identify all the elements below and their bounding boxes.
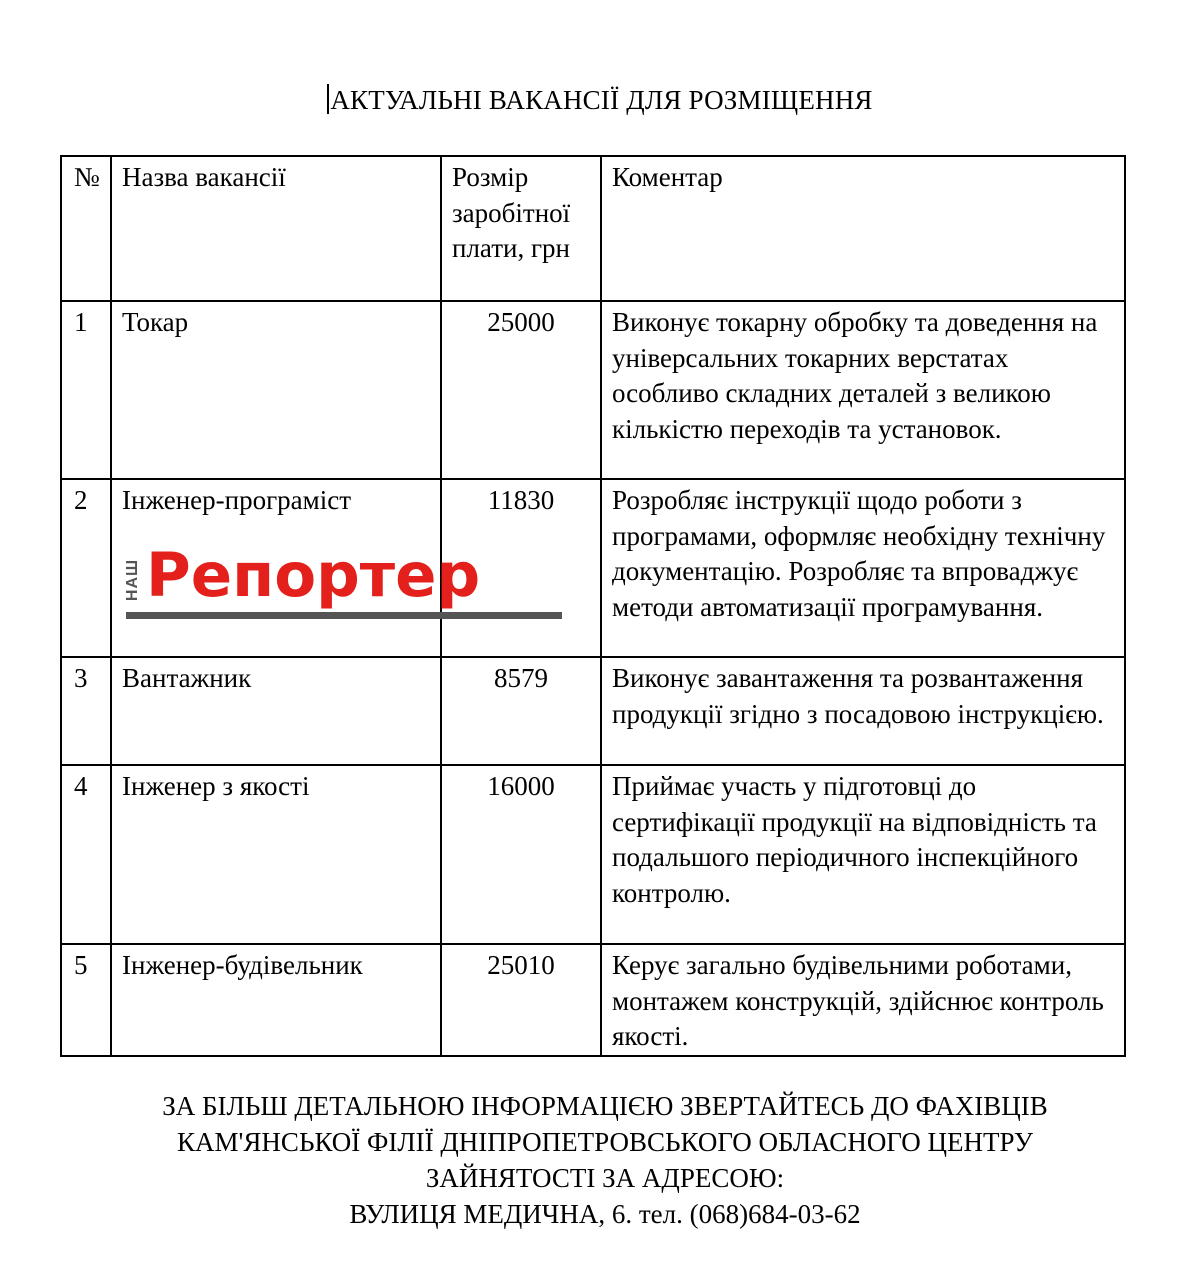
row-num: 2 bbox=[61, 479, 111, 657]
footer-line: ЗА БІЛЬШ ДЕТАЛЬНОЮ ІНФОРМАЦІЄЮ ЗВЕРТАЙТЕСЬ ДО ФАХІВЦІВ bbox=[162, 1091, 1048, 1121]
footer-address: ВУЛИЦЯ МЕДИЧНА, 6. тел. (068)684-03-62 bbox=[349, 1199, 861, 1229]
table-row bbox=[61, 765, 1125, 944]
row-num: 5 bbox=[61, 944, 111, 1056]
row-salary: 8579 bbox=[441, 657, 601, 765]
row-name: Токар bbox=[111, 301, 441, 479]
contact-footer bbox=[0, 1088, 1200, 1232]
row-salary: 25000 bbox=[441, 301, 601, 479]
watermark-underline bbox=[126, 612, 562, 619]
row-name: Вантажник bbox=[111, 657, 441, 765]
document-title bbox=[0, 84, 1200, 116]
row-comment: Розробляє інструкції щодо роботи з програмами, оформляє необхідну технічну документацію. Розробляє та впроваджує методи автоматизації програмування. bbox=[601, 479, 1125, 657]
row-salary: 25010 bbox=[441, 944, 601, 1056]
header-name: Назва вакансії bbox=[111, 156, 441, 301]
row-num: 3 bbox=[61, 657, 111, 765]
watermark-prefix bbox=[124, 550, 142, 610]
row-name: Інженер з якості bbox=[111, 765, 441, 944]
watermark-prefix-text: НАШ bbox=[124, 558, 141, 602]
footer-line: КАМ'ЯНСЬКОЇ ФІЛІЇ ДНІПРОПЕТРОВСЬКОГО ОБЛАСНОГО ЦЕНТРУ bbox=[177, 1127, 1033, 1157]
row-salary: 11830 bbox=[441, 479, 601, 657]
row-comment: Виконує завантаження та розвантаження продукції згідно з посадовою інструкцією. bbox=[601, 657, 1125, 765]
row-comment: Виконує токарну обробку та доведення на універсальних токарних верстатах особливо складних деталей з великою кількістю переходів та установок. bbox=[601, 301, 1125, 479]
header-comment: Коментар bbox=[601, 156, 1125, 301]
header-salary: Розмір заробітної плати, грн bbox=[441, 156, 601, 301]
document-title-text: АКТУАЛЬНІ ВАКАНСІЇ ДЛЯ РОЗМІЩЕННЯ bbox=[330, 85, 873, 115]
row-num: 4 bbox=[61, 765, 111, 944]
row-num: 1 bbox=[61, 301, 111, 479]
reporter-watermark-logo bbox=[124, 540, 564, 626]
table-row bbox=[61, 657, 1125, 765]
row-comment: Керує загально будівельними роботами, монтажем конструкцій, здійснює контроль якості. bbox=[601, 944, 1125, 1056]
row-name: Інженер-будівельник bbox=[111, 944, 441, 1056]
footer-line: ЗАЙНЯТОСТІ ЗА АДРЕСОЮ: bbox=[425, 1163, 785, 1193]
row-name: Інженер-програміст bbox=[111, 479, 441, 657]
table-row bbox=[61, 301, 1125, 479]
row-salary: 16000 bbox=[441, 765, 601, 944]
watermark-word: Репортер bbox=[146, 540, 481, 611]
table-row bbox=[61, 944, 1125, 1056]
header-num: № bbox=[61, 156, 111, 301]
table-header-row bbox=[61, 156, 1125, 301]
row-comment: Приймає участь у підготовці до сертифікації продукції на відповідність та подальшого періодичного інспекційного контролю. bbox=[601, 765, 1125, 944]
